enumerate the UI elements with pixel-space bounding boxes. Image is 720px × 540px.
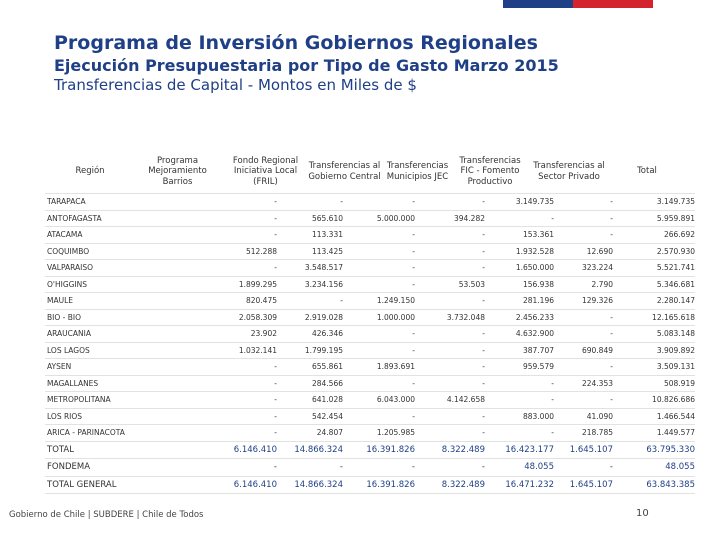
value-cell: - [412,263,415,272]
value-cell: 16.423.177 [505,444,554,455]
value-cell: 426.346 [311,329,343,338]
table-total-row [45,459,695,477]
value-cell: - [610,329,613,338]
value-cell: 690.849 [581,345,613,355]
header-total: Total [637,166,657,177]
flag-blue-segment [503,0,573,8]
value-cell: 1.650.000 [515,263,554,272]
value-cell: - [482,230,485,239]
table-row [45,211,695,228]
value-cell: 2.790 [591,279,613,289]
table-row [45,193,695,211]
value-cell: 153.361 [522,230,554,239]
value-cell: - [274,230,277,239]
table-row [45,376,695,393]
value-cell: 6.146.410 [233,479,277,490]
value-cell: 5.959.891 [656,213,695,223]
value-cell: 5.083.148 [656,329,695,338]
region-cell: TOTAL [47,444,74,455]
region-cell: ARICA - PARINACOTA [47,428,125,437]
value-cell: - [482,411,485,421]
value-cell: 48.055 [665,462,695,472]
table-row [45,409,695,426]
value-cell: 394.282 [453,213,485,223]
value-cell: 63.795.330 [646,444,695,455]
region-cell: TARAPACA [47,197,86,206]
value-cell: 3.548.517 [304,263,343,272]
region-cell: VALPARAISO [47,263,94,272]
value-cell: - [274,213,277,223]
page-subtitle-units: Transferencias de Capital - Montos en Miles de $ [54,76,417,94]
value-cell: 2.919.028 [304,312,343,322]
value-cell: 2.058.309 [238,312,277,322]
value-cell: - [609,462,613,472]
value-cell: 5.346.681 [656,279,695,289]
value-cell: - [274,263,277,272]
value-cell: 53.503 [458,279,485,289]
value-cell: 5.521.741 [656,263,695,272]
value-cell: 387.707 [522,345,554,355]
value-cell: 565.610 [311,213,343,223]
value-cell: - [610,362,613,371]
table-row [45,425,695,442]
value-cell: 2.456.233 [515,312,554,322]
value-cell: 6.146.410 [233,444,277,455]
table-row [45,343,695,360]
region-cell: BIO - BIO [47,312,81,322]
value-cell: 542.454 [311,411,343,421]
value-cell: 14.866.324 [294,479,343,490]
value-cell: - [412,230,415,239]
region-cell: ATACAMA [47,230,83,239]
value-cell: 16.471.232 [505,479,554,490]
value-cell: 1.932.528 [515,246,554,256]
value-cell: 1.645.107 [569,444,613,455]
value-cell: 323.224 [581,263,613,272]
value-cell: 48.055 [524,462,554,472]
table-row [45,260,695,277]
value-cell: 1.449.577 [656,428,695,437]
value-cell: 1.032.141 [238,345,277,355]
value-cell: 113.331 [311,230,343,239]
region-cell: ANTOFAGASTA [47,213,102,223]
value-cell: 129.326 [581,296,613,305]
value-cell: - [274,428,277,437]
table-row [45,310,695,327]
value-cell: - [481,462,485,472]
region-cell: COQUIMBO [47,246,90,256]
flag-red-segment [573,0,653,8]
value-cell: 1.000.000 [376,312,415,322]
region-cell: FONDEMA [47,462,91,472]
value-cell: - [412,378,415,388]
header-fic-fomento: Transferencias FIC - Fomento Productivo [459,155,521,187]
value-cell: 24.807 [316,428,343,437]
value-cell: 4.142.658 [446,395,485,404]
budget-table [45,150,695,494]
page-title: Programa de Inversión Gobiernos Regionales [54,32,538,54]
value-cell: - [411,462,415,472]
region-cell: LOS RIOS [47,411,83,421]
region-cell: METROPOLITANA [47,395,111,404]
value-cell: 224.353 [581,378,613,388]
value-cell: - [412,345,415,355]
header-region: Región [75,166,105,177]
value-cell: - [610,312,613,322]
value-cell: - [340,296,343,305]
value-cell: 1.893.691 [376,362,415,371]
table-total-row [45,477,695,495]
value-cell: 218.785 [581,428,613,437]
value-cell: 1.899.295 [238,279,277,289]
value-cell: 3.149.735 [656,197,695,206]
value-cell: 41.090 [586,411,613,421]
value-cell: 508.919 [663,378,695,388]
page-number: 10 [636,508,649,519]
value-cell: - [551,428,554,437]
value-cell: 281.196 [522,296,554,305]
page-subtitle: Ejecución Presupuestaria por Tipo de Gasto Marzo 2015 [54,56,559,75]
value-cell: - [482,296,485,305]
table-row [45,277,695,294]
value-cell: 3.509.131 [656,362,695,371]
value-cell: 641.028 [311,395,343,404]
value-cell: 820.475 [245,296,277,305]
value-cell: - [482,378,485,388]
value-cell: 959.579 [522,362,554,371]
value-cell: 4.632.900 [515,329,554,338]
value-cell: 63.843.385 [646,479,695,490]
value-cell: - [274,362,277,371]
value-cell: - [551,378,554,388]
value-cell: - [482,345,485,355]
value-cell: 10.826.686 [652,395,695,404]
value-cell: 8.322.489 [441,444,485,455]
value-cell: - [339,462,343,472]
value-cell: 1.249.150 [376,296,415,305]
value-cell: 16.391.826 [366,479,415,490]
value-cell: 883.000 [522,411,554,421]
value-cell: - [610,213,613,223]
value-cell: 6.043.000 [376,395,415,404]
table-row [45,326,695,343]
table-row [45,227,695,244]
value-cell: - [340,197,343,206]
header-municipios-jec: Transferencias Municipios JEC [386,160,449,182]
value-cell: - [610,395,613,404]
value-cell: 3.234.156 [304,279,343,289]
region-cell: AYSEN [47,362,72,371]
value-cell: - [482,362,485,371]
value-cell: 5.000.000 [376,213,415,223]
value-cell: - [412,329,415,338]
value-cell: - [482,329,485,338]
header-fril: Fondo Regional Iniciativa Local (FRIL) [232,155,299,187]
value-cell: - [482,197,485,206]
value-cell: 23.902 [250,329,277,338]
value-cell: 512.288 [245,246,277,256]
value-cell: 1.645.107 [569,479,613,490]
value-cell: - [482,246,485,256]
flag-color-bar [503,0,653,8]
value-cell: 1.466.544 [656,411,695,421]
header-sector-privado: Transferencias al Sector Privado [533,160,605,182]
value-cell: - [610,197,613,206]
value-cell: - [412,411,415,421]
value-cell: - [274,411,277,421]
value-cell: 12.165.618 [652,312,695,322]
region-cell: MAULE [47,296,74,305]
region-cell: O'HIGGINS [47,279,88,289]
value-cell: 1.799.195 [304,345,343,355]
value-cell: 1.205.985 [376,428,415,437]
value-cell: 113.425 [311,246,343,256]
table-body [45,193,695,494]
value-cell: - [412,246,415,256]
value-cell: 266.692 [663,230,695,239]
table-row [45,392,695,409]
value-cell: - [274,197,277,206]
value-cell: - [273,462,277,472]
table-header [45,150,695,193]
value-cell: 2.280.147 [656,296,695,305]
value-cell: - [482,428,485,437]
value-cell: - [412,197,415,206]
value-cell: 284.566 [311,378,343,388]
region-cell: MAGALLANES [47,378,99,388]
value-cell: 655.861 [311,362,343,371]
region-cell: ARAUCANIA [47,329,91,338]
value-cell: 156.938 [522,279,554,289]
value-cell: 12.690 [586,246,613,256]
header-programa-mejoramiento-barrios: Programa Mejoramiento Barrios [148,155,207,187]
table-row [45,244,695,261]
value-cell: 14.866.324 [294,444,343,455]
value-cell: 3.909.892 [656,345,695,355]
value-cell: - [610,230,613,239]
table-row [45,359,695,376]
value-cell: - [412,279,415,289]
value-cell: - [274,378,277,388]
footer-text: Gobierno de Chile | SUBDERE | Chile de Todos [9,510,204,520]
value-cell: - [274,395,277,404]
value-cell: - [482,263,485,272]
header-gobierno-central: Transferencias al Gobierno Central [308,160,381,182]
table-row [45,293,695,310]
region-cell: LOS LAGOS [47,345,90,355]
value-cell: 2.570.930 [656,246,695,256]
value-cell: 3.149.735 [515,197,554,206]
region-cell: TOTAL GENERAL [47,479,117,490]
table-total-row [45,442,695,460]
value-cell: - [551,395,554,404]
value-cell: - [551,213,554,223]
value-cell: 8.322.489 [441,479,485,490]
value-cell: 3.732.048 [446,312,485,322]
value-cell: 16.391.826 [366,444,415,455]
